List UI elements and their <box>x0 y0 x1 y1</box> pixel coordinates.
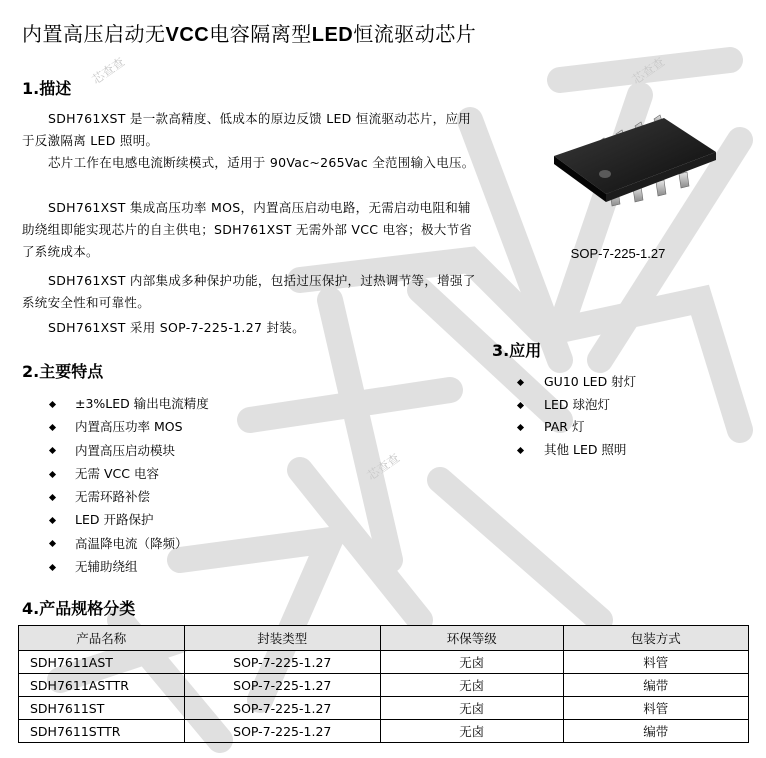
title-part-3: 电容隔离型 <box>209 22 312 46</box>
description-paragraph-4: SDH761XST 内部集成多种保护功能，包括过压保护，过热调节等，增强了系统安全性和可靠性。 <box>22 273 476 311</box>
list-item: LED 球泡灯 <box>518 394 738 417</box>
description-heading: 1.描述 <box>22 79 72 98</box>
title-part-1: 内置高压启动无 <box>22 22 166 46</box>
table-row <box>19 651 749 674</box>
list-item: ±3%LED 输出电流精度 <box>50 392 290 415</box>
bullet-icon <box>517 447 524 454</box>
bullet-icon <box>49 517 56 524</box>
list-item: 无需环路补偿 <box>50 485 290 508</box>
table-cell: 无卤 <box>381 651 563 674</box>
package-caption: SOP-7-225-1.27 <box>570 246 666 261</box>
applications-heading: 3.应用 <box>492 341 542 360</box>
features-list <box>50 392 290 578</box>
list-item: GU10 LED 射灯 <box>518 371 738 394</box>
applications-list <box>518 371 738 461</box>
title-part-4: LED <box>311 24 354 46</box>
description-paragraph-1: SDH761XST 是一款高精度、低成本的原边反馈 LED 恒流驱动芯片，应用于反激隔离 LED 照明。 <box>22 111 472 149</box>
list-item: LED 开路保护 <box>50 508 290 531</box>
table-cell: SDH7611ASTTR <box>19 674 185 697</box>
bullet-icon <box>49 401 56 408</box>
bullet-icon <box>49 540 56 547</box>
table-cell: 编带 <box>563 720 749 743</box>
specs-heading: 4.产品规格分类 <box>22 599 136 618</box>
table-cell: 编带 <box>563 674 749 697</box>
page-title <box>22 18 476 47</box>
list-item: 高温降电流（降频） <box>50 532 290 555</box>
column-header: 环保等级 <box>381 626 563 651</box>
spec-table <box>18 625 749 743</box>
description-paragraph-2: 芯片工作在电感电流断续模式，适用于 90Vac~265Vac 全范围输入电压。 <box>48 155 475 170</box>
column-header: 产品名称 <box>19 626 185 651</box>
table-cell: SDH7611STTR <box>19 720 185 743</box>
watermark-small-1: 芯查查 <box>89 54 128 87</box>
list-item: PAR 灯 <box>518 416 738 439</box>
column-header: 包装方式 <box>563 626 749 651</box>
bullet-icon <box>49 494 56 501</box>
title-part-2: VCC <box>165 24 210 46</box>
table-cell: 料管 <box>563 697 749 720</box>
table-cell: SOP-7-225-1.27 <box>184 674 381 697</box>
bullet-icon <box>517 424 524 431</box>
watermark-small-3: 芯查查 <box>364 450 403 483</box>
table-cell: SOP-7-225-1.27 <box>184 720 381 743</box>
column-header: 封装类型 <box>184 626 381 651</box>
table-cell: 无卤 <box>381 720 563 743</box>
table-cell: SOP-7-225-1.27 <box>184 651 381 674</box>
bullet-icon <box>49 470 56 477</box>
watermark-small-2: 芯查查 <box>629 54 668 87</box>
table-cell: 无卤 <box>381 697 563 720</box>
list-item: 无需 VCC 电容 <box>50 462 290 485</box>
table-row <box>19 720 749 743</box>
table-cell: SDH7611AST <box>19 651 185 674</box>
list-item: 无辅助绕组 <box>50 555 290 578</box>
table-row <box>19 697 749 720</box>
title-part-5: 恒流驱动芯片 <box>353 22 477 46</box>
bullet-icon <box>517 402 524 409</box>
table-cell: 料管 <box>563 651 749 674</box>
table-header-row <box>19 626 749 651</box>
list-item: 内置高压功率 MOS <box>50 415 290 438</box>
table-cell: SDH7611ST <box>19 697 185 720</box>
sop-chip-icon <box>548 112 720 210</box>
bullet-icon <box>49 447 56 454</box>
bullet-icon <box>517 379 524 386</box>
description-paragraph-3: SDH761XST 集成高压功率 MOS，内置高压启动电路，无需启动电阻和辅助绕组即能实现芯片的自主供电；SDH761XST 无需外部 VCC 电容；极大节省了系统成本。 <box>22 200 473 260</box>
table-cell: 无卤 <box>381 674 563 697</box>
features-heading: 2.主要特点 <box>22 362 104 381</box>
table-row <box>19 674 749 697</box>
list-item: 内置高压启动模块 <box>50 439 290 462</box>
table-cell: SOP-7-225-1.27 <box>184 697 381 720</box>
list-item: 其他 LED 照明 <box>518 439 738 462</box>
description-paragraph-5: SDH761XST 采用 SOP-7-225-1.27 封装。 <box>48 320 305 335</box>
bullet-icon <box>49 564 56 571</box>
bullet-icon <box>49 424 56 431</box>
